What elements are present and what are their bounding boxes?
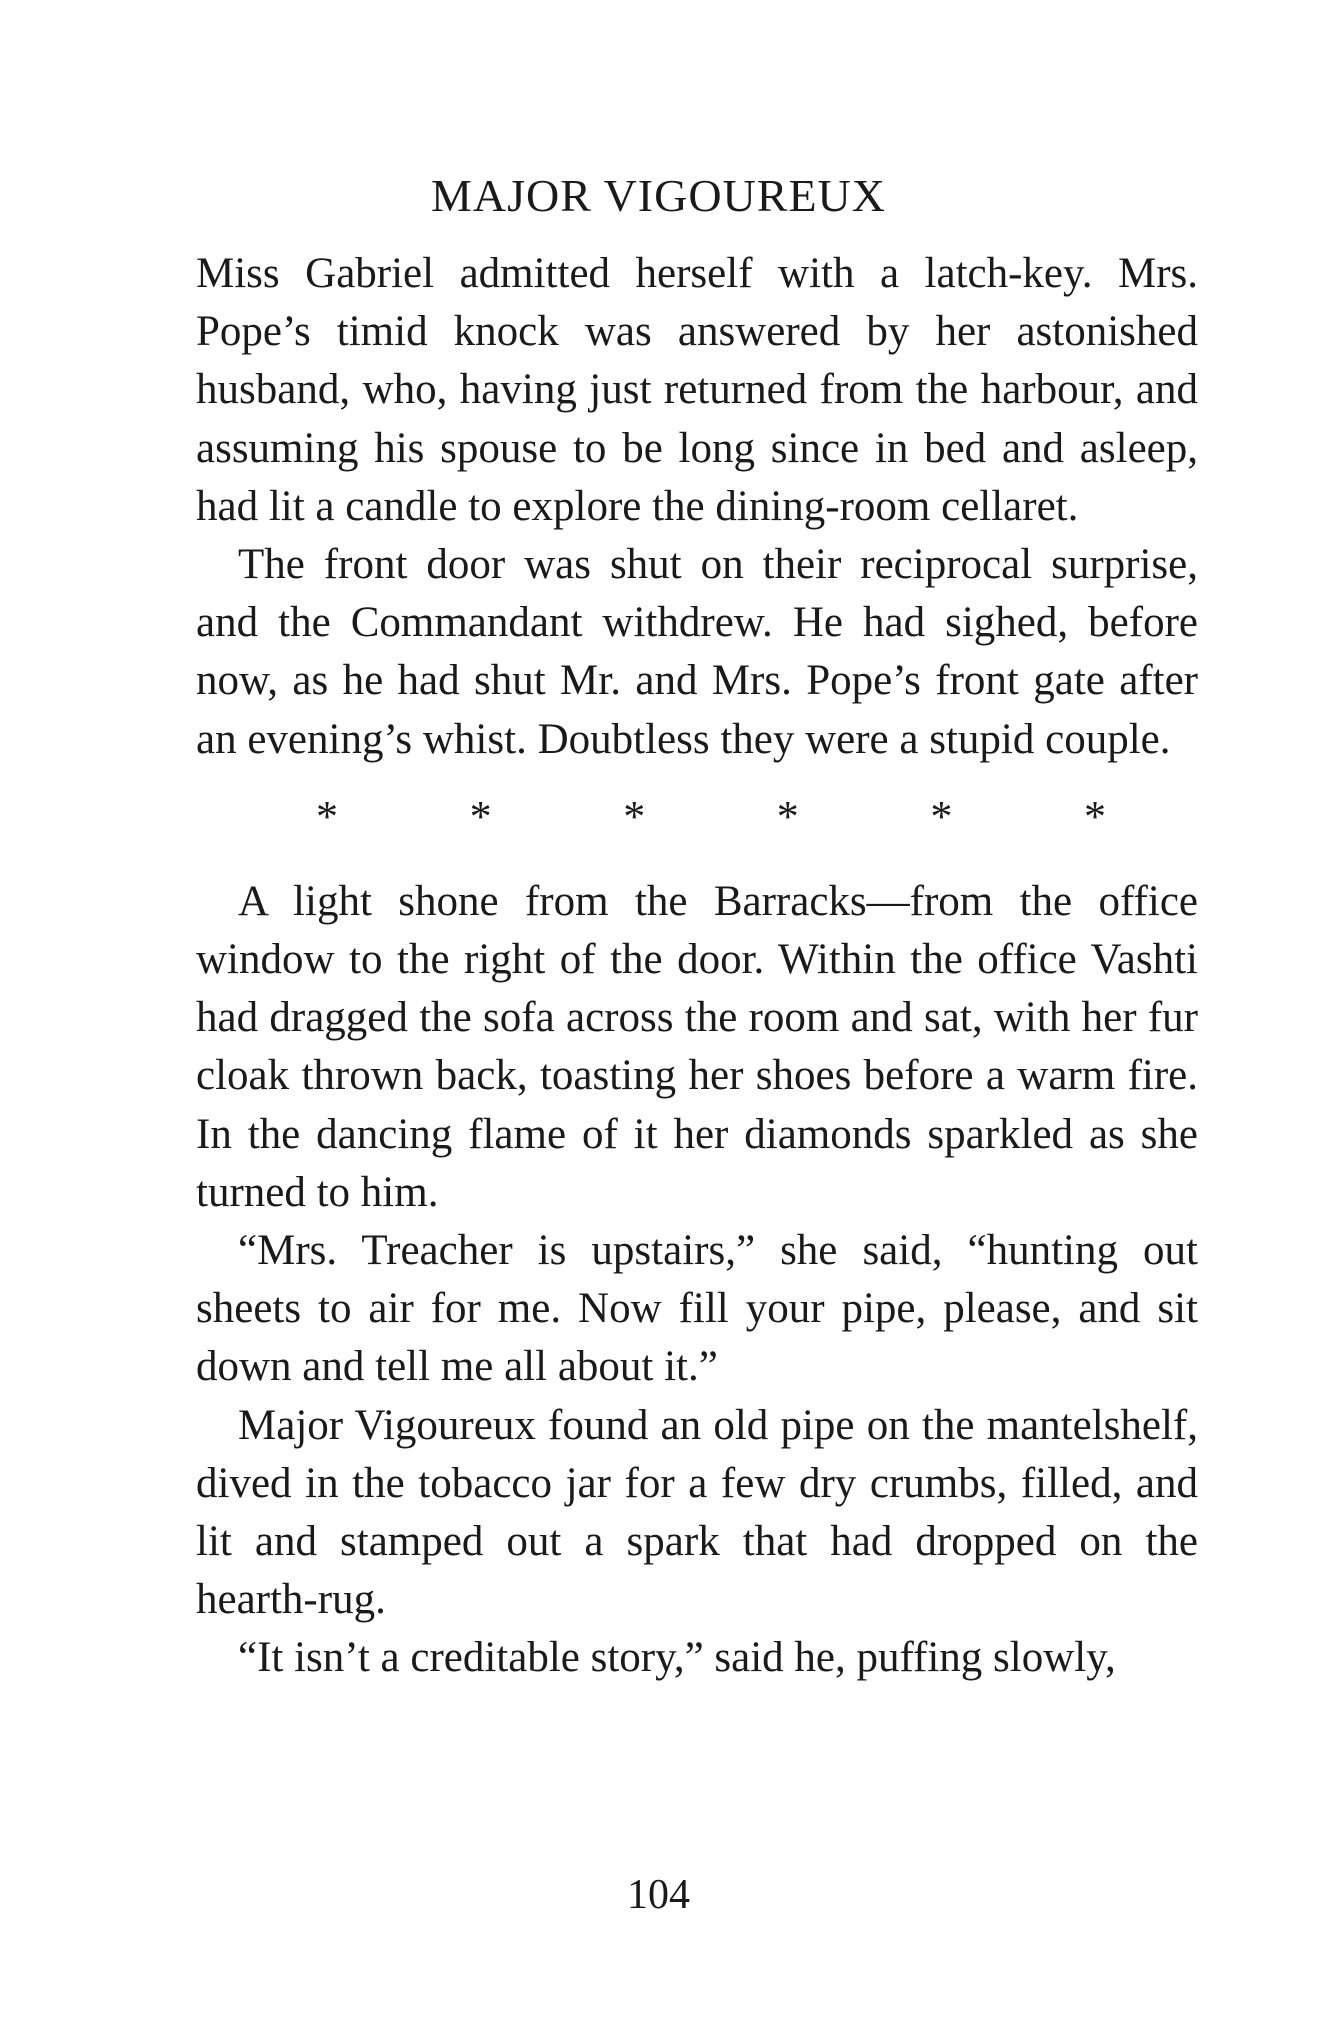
asterisk: * bbox=[469, 791, 492, 841]
paragraph: “It isn’t a creditable story,” said he, puffing slowly, bbox=[238, 1634, 1116, 1682]
asterisk: * bbox=[1083, 791, 1106, 841]
paragraph: Major Vigoureux found an old pipe on the mantelshelf, dived in the tobacco jar for a few dry crumbs, filled, and lit and stamped out a spark that had dropped on the hearth-rug. bbox=[196, 1401, 1198, 1624]
asterisk: * bbox=[930, 791, 953, 841]
page-number: 104 bbox=[627, 1872, 690, 1918]
asterisk: * bbox=[623, 791, 646, 841]
paragraph: A light shone from the Barracks—from the office window to the right of the door. Within the office Vashti had dragged the sofa across the room and sat, with her fur cloak thrown back, toasting her shoes before a warm fire. In the dancing flame of it her diamonds sparkled as she turned to him. bbox=[196, 877, 1198, 1216]
asterisk: * bbox=[316, 791, 338, 841]
running-head: MAJOR VIGOUREUX bbox=[430, 170, 886, 221]
section-break-asterisks bbox=[196, 787, 1198, 847]
paragraph: Miss Gabriel admitted herself with a latch-key. Mrs. Pope’s timid knock was answered by her astonished husband, who, having just returned from the harbour, and assuming his spouse to be long since in bed and asleep, had lit a candle to explore the dining-room cellaret. bbox=[196, 250, 1198, 530]
asterisk: * bbox=[776, 791, 799, 841]
body-text bbox=[196, 245, 1198, 1688]
paragraph: “Mrs. Treacher is upstairs,” she said, “hunting out sheets to air for me. Now fill your pipe, please, and sit down and tell me all about it.” bbox=[196, 1227, 1198, 1391]
paragraph: The front door was shut on their reciprocal surprise, and the Commandant withdrew. He had sighed, before now, as he had shut Mr. and Mrs. Pope’s front gate after an evening’s whist. Doubtless they were a stupid couple. bbox=[196, 541, 1198, 763]
